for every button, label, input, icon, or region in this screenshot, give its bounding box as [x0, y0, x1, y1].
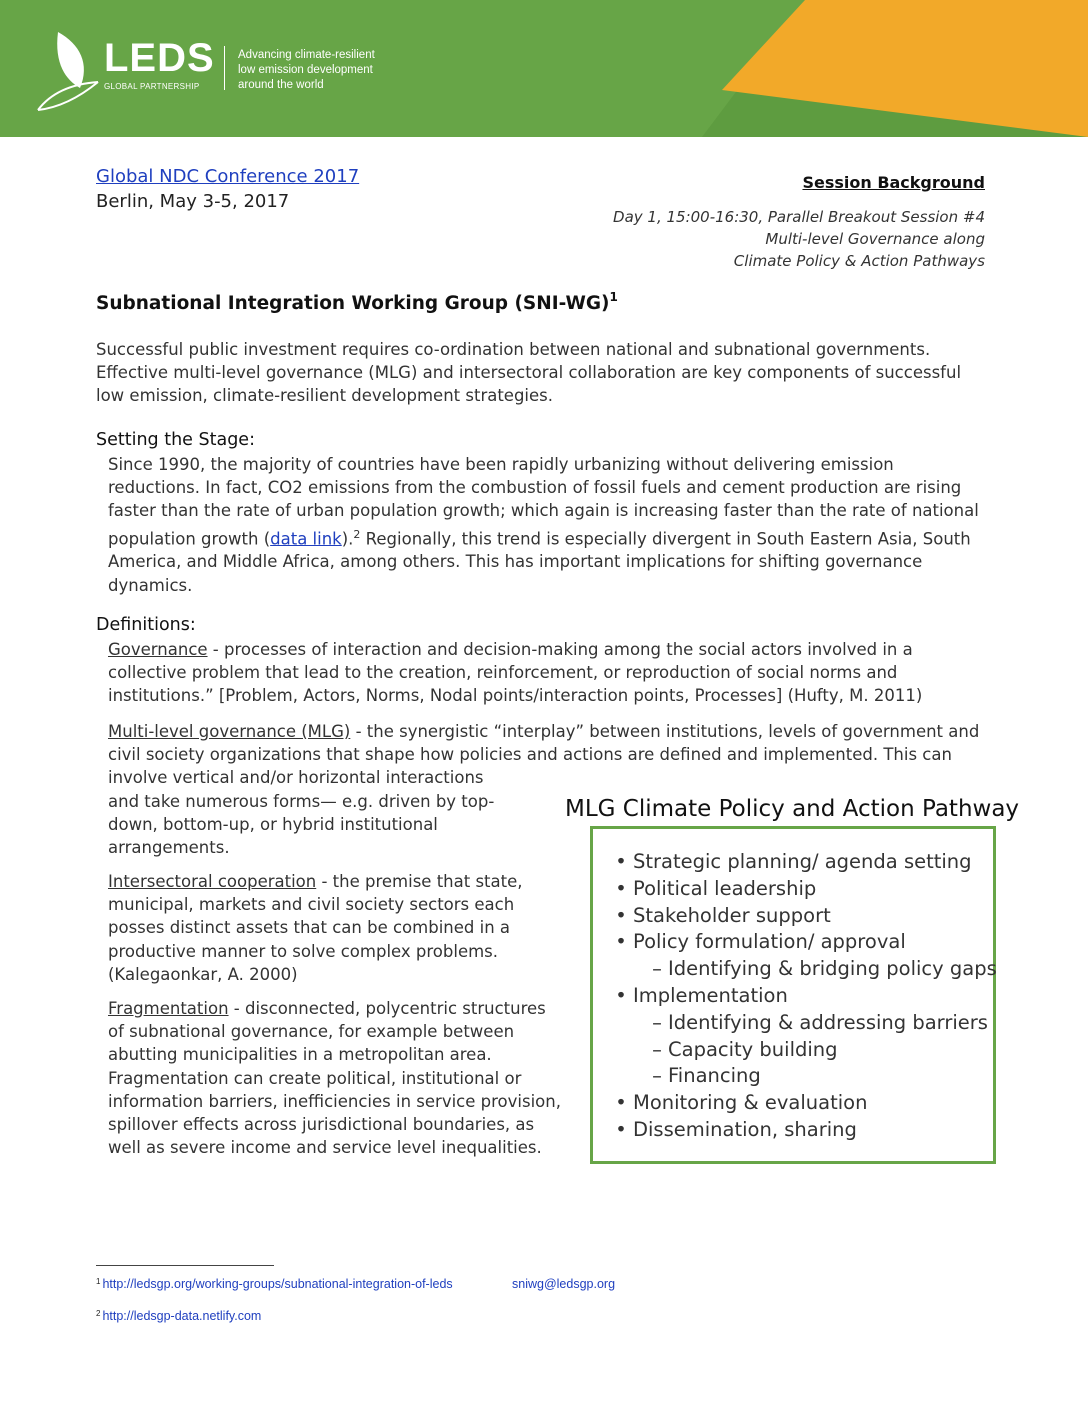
footnote-2-link[interactable]: http://ledsgp-data.netlify.com	[102, 1309, 262, 1323]
bullet-marker: •	[615, 876, 627, 900]
text-line: of subnational governance, for example between	[108, 1022, 515, 1042]
pathway-item-text: Capacity building	[668, 1037, 838, 1061]
bullet-marker: •	[615, 983, 627, 1007]
intro-line: low emission, climate-resilient development strategies.	[96, 386, 554, 406]
pathway-item-text: Financing	[668, 1064, 761, 1088]
dash-marker: –	[652, 1010, 662, 1034]
header-banner	[0, 0, 1088, 137]
leaf-logo-icon	[36, 30, 102, 114]
footnote-email	[512, 1277, 615, 1291]
session-background-title: Session Background	[802, 173, 985, 192]
definition-fragmentation	[108, 997, 561, 1159]
text-fragment: ).	[341, 529, 354, 549]
text-line: (Kalegaonkar, A. 2000)	[108, 964, 298, 984]
dash-marker: –	[652, 1037, 662, 1061]
text-line	[108, 870, 523, 893]
bullet-marker: •	[615, 930, 627, 954]
text-line: Since 1990, the majority of countries have been rapidly urbanizing without delivering emission	[108, 455, 894, 474]
text-fragment: Regionally, this trend is especially divergent in South Eastern Asia, South	[360, 529, 971, 549]
intro-paragraph	[96, 338, 961, 408]
footnote-ref-1: 1	[609, 290, 618, 304]
definition-term: Fragmentation	[108, 999, 229, 1018]
text-fragment: - the synergistic “interplay” between institutions, levels of government and	[350, 722, 980, 741]
text-line	[108, 720, 979, 743]
definition-governance	[108, 638, 922, 708]
footnote-2	[96, 1309, 261, 1323]
session-info	[613, 206, 985, 272]
conference-location-date: Berlin, May 3-5, 2017	[96, 191, 290, 212]
text-line: spillover effects across jurisdictional boundaries, as	[108, 1115, 535, 1135]
text-line: civil society organizations that shape how policies and actions are defined and implemented. This can	[108, 745, 952, 765]
session-info-line: Day 1, 15:00-16:30, Parallel Breakout Session #4	[613, 208, 985, 226]
footnote-email-link[interactable]: sniwg@ledsgp.org	[512, 1277, 616, 1291]
conference-link[interactable]: Global NDC Conference 2017	[96, 166, 360, 187]
text-line: reductions. In fact, CO2 emissions from the combustion of fossil fuels and cement production are rising	[108, 478, 962, 498]
text-line: collective problem that lead to the creation, reinforcement, or reproduction of social norms and	[108, 663, 898, 683]
bullet-marker: •	[615, 850, 627, 873]
text-line: information barriers, inefficiencies in service provision,	[108, 1091, 561, 1111]
dash-marker: –	[652, 1064, 662, 1088]
definition-intersectoral	[108, 870, 523, 986]
pathway-title: MLG Climate Policy and Action Pathway	[565, 796, 1020, 822]
tagline	[238, 48, 398, 93]
definitions-heading: Definitions:	[96, 615, 196, 635]
pathway-item-text: Policy formulation/ approval	[633, 930, 906, 954]
footnote-1-link[interactable]: http://ledsgp.org/working-groups/subnational-integration-of-leds	[102, 1277, 453, 1291]
pathway-item-text: Monitoring & evaluation	[633, 1091, 868, 1115]
tagline-line: around the world	[238, 79, 324, 91]
pathway-item-text: Political leadership	[633, 876, 817, 900]
text-line: arrangements.	[108, 838, 230, 858]
text-line: well as severe income and service level inequalities.	[108, 1138, 542, 1158]
pathway-item-text: Identifying & bridging policy gaps	[668, 957, 997, 981]
definition-term: Governance	[108, 640, 208, 659]
footnote-number: 2	[96, 1309, 101, 1318]
text-line: Fragmentation can create political, institutional or	[108, 1068, 522, 1088]
text-line: down, bottom-up, or hybrid institutional	[108, 814, 438, 834]
text-line	[108, 638, 922, 661]
text-fragment: - disconnected, polycentric structures	[228, 999, 546, 1018]
data-link[interactable]: data link	[270, 529, 342, 549]
text-line: America, and Middle Africa, among others. This has important implications for shifting governance	[108, 552, 923, 572]
document-title-text: Subnational Integration Working Group (SNI-WG)	[96, 293, 610, 314]
setting-stage-paragraph	[108, 453, 979, 597]
definition-term: Multi-level governance (MLG)	[108, 722, 351, 741]
bullet-marker: •	[615, 1091, 627, 1115]
pathway-item-text: Implementation	[633, 983, 788, 1007]
text-line: faster than the rate of urban population growth; which again is increasing faster than the rate of national	[108, 501, 979, 521]
logo-subtext: GLOBAL PARTNERSHIP	[104, 82, 200, 91]
tagline-line: low emission development	[238, 64, 373, 76]
dash-marker: –	[652, 957, 662, 981]
tagline-line: Advancing climate-resilient	[238, 49, 375, 61]
setting-stage-heading: Setting the Stage:	[96, 430, 255, 450]
session-info-line: Multi-level Governance along	[765, 230, 985, 248]
pathway-item-text: Stakeholder support	[633, 903, 831, 927]
text-line: and take numerous forms— e.g. driven by top-	[108, 791, 495, 811]
footnote-number: 1	[96, 1277, 101, 1286]
intro-line: Effective multi-level governance (MLG) and intersectoral collaboration are key components of successful	[96, 363, 962, 383]
text-fragment: - the premise that state,	[316, 872, 523, 891]
definition-term: Intersectoral cooperation	[108, 872, 317, 891]
pathway-item-text: Dissemination, sharing	[633, 1117, 857, 1141]
text-line: posses distinct assets that can be combined in a	[108, 918, 511, 938]
document-title	[96, 290, 618, 314]
text-line: productive manner to solve complex problems.	[108, 941, 499, 961]
footnote-1	[96, 1277, 453, 1291]
session-info-line: Climate Policy & Action Pathways	[733, 252, 985, 270]
bullet-marker: •	[615, 903, 627, 927]
logo-divider	[224, 46, 225, 90]
pathway-item-text: Identifying & addressing barriers	[668, 1010, 988, 1034]
text-line: dynamics.	[108, 575, 193, 595]
logo-wordmark: LEDS	[104, 36, 215, 80]
footnote-separator	[96, 1265, 274, 1266]
pathway-item-text: Strategic planning/ agenda setting	[633, 850, 972, 873]
bullet-marker: •	[615, 1117, 627, 1141]
text-line: involve vertical and/or horizontal interactions	[108, 768, 484, 788]
text-fragment: - processes of interaction and decision-making among the social actors involved in a	[207, 640, 913, 659]
text-line: municipal, markets and civil society sectors each	[108, 895, 515, 915]
intro-line: Successful public investment requires co-ordination between national and subnational governments.	[96, 340, 931, 359]
text-line: abutting municipalities in a metropolitan area.	[108, 1045, 492, 1065]
text-line	[108, 997, 561, 1020]
footnote-ref-2: 2	[353, 527, 361, 541]
text-fragment: population growth (	[108, 529, 271, 549]
text-line: institutions.” [Problem, Actors, Norms, Nodal points/interaction points, Processes] (Hufty, M. 2011)	[108, 686, 923, 706]
text-line	[108, 523, 979, 551]
